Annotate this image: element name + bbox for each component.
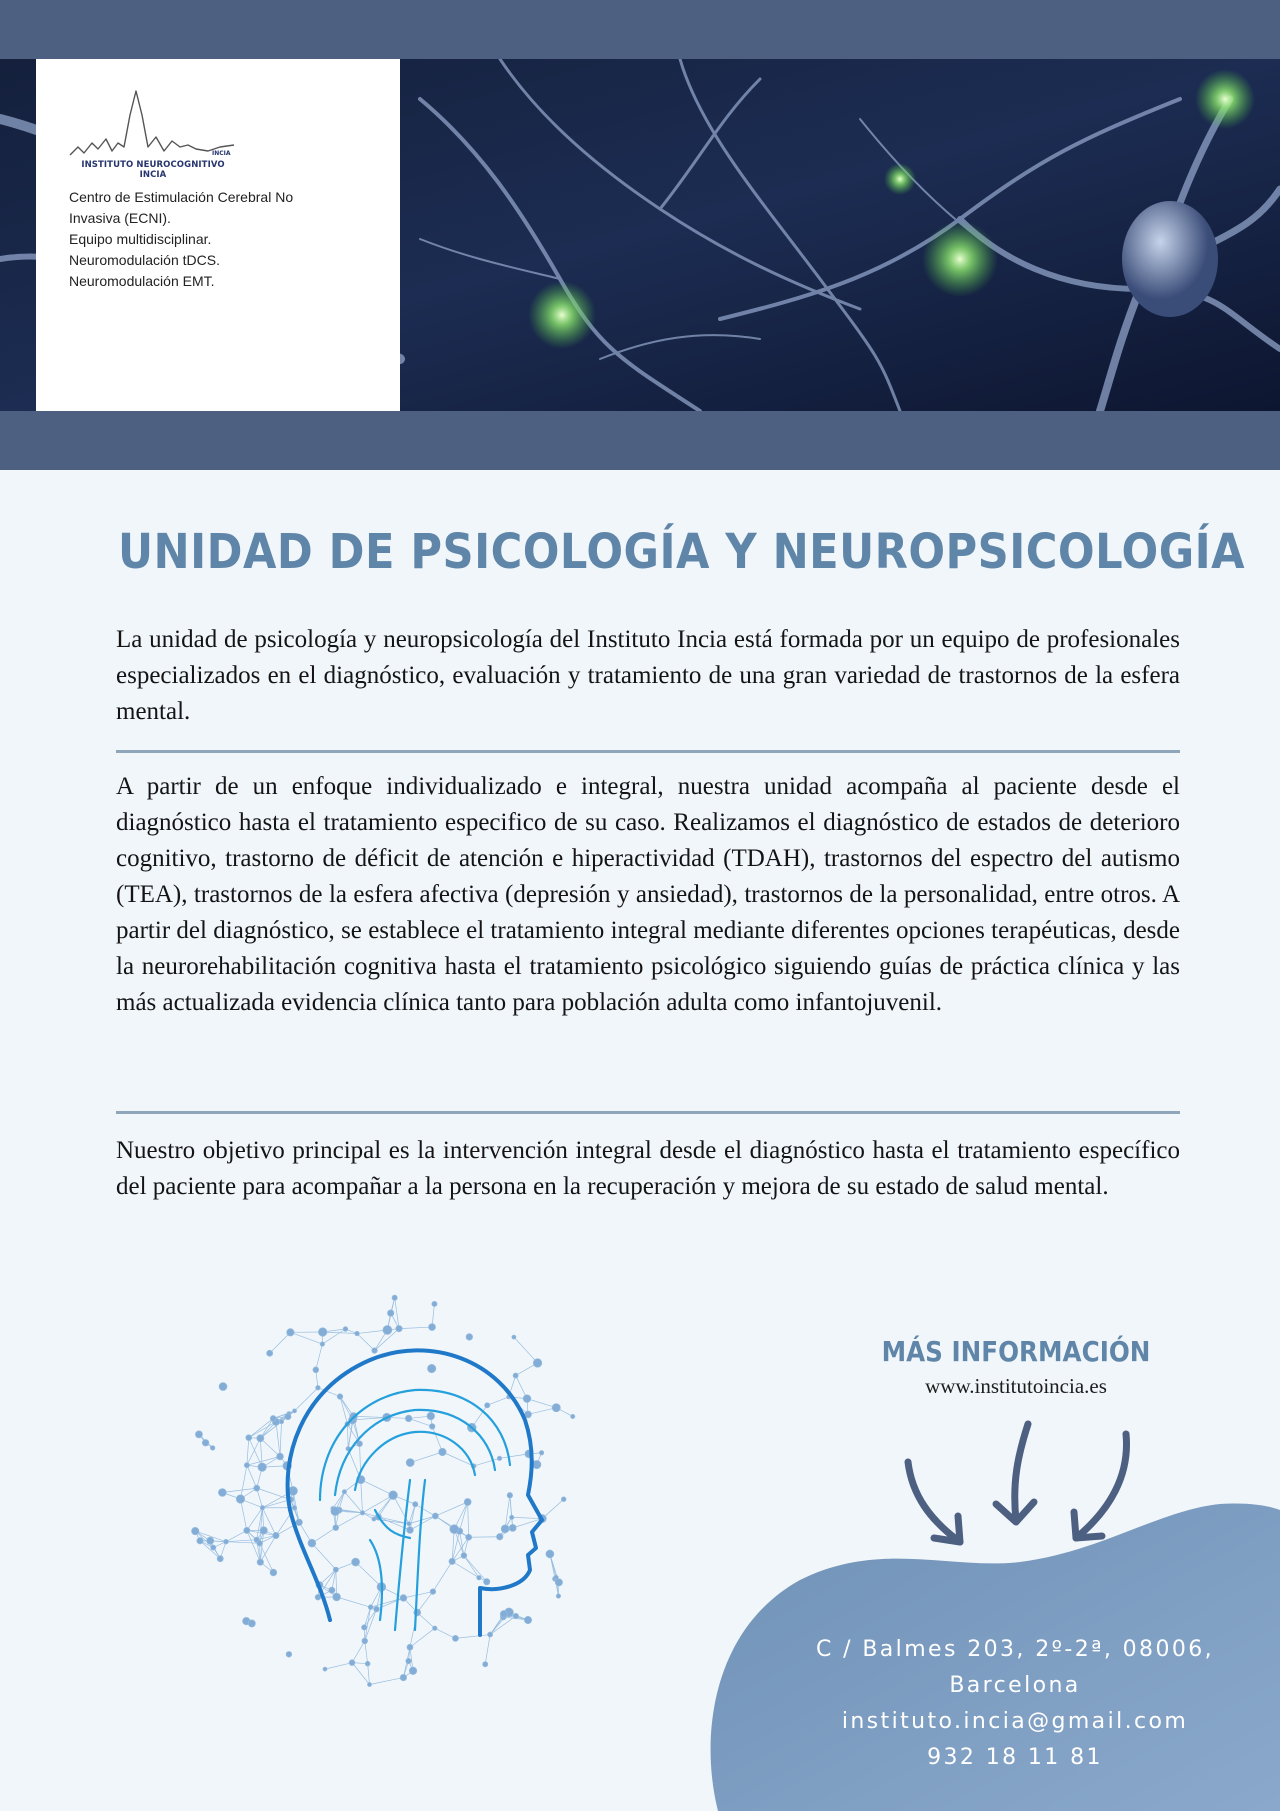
- phone-number[interactable]: 932 18 11 81: [927, 1745, 1103, 1770]
- brain-network-illustration: [180, 1280, 600, 1700]
- contact-details: [790, 1632, 1240, 1776]
- card-line: Centro de Estimulación Cerebral No: [69, 189, 294, 205]
- divider: [116, 750, 1180, 753]
- card-line: Equipo multidisciplinar.: [69, 231, 212, 247]
- divider: [116, 1111, 1180, 1114]
- arrows-decoration: [890, 1420, 1140, 1550]
- brain-head-icon: [180, 1280, 600, 1700]
- address-city: Barcelona: [949, 1673, 1081, 1698]
- email-link[interactable]: instituto.incia@gmail.com: [841, 1709, 1189, 1734]
- intro-paragraph: La unidad de psicología y neuropsicología del Instituto Incia está formada por un equipo de profesionales especializados en el diagnóstico, evaluación y tratamiento de una gran variedad de trastornos de la esfera mental.: [116, 626, 1180, 725]
- website-link[interactable]: www.institutoincia.es: [925, 1374, 1107, 1398]
- logo-small-label: INCIA: [212, 150, 231, 157]
- approach-paragraph: A partir de un enfoque individualizado e integral, nuestra unidad acompaña al paciente desde el diagnóstico hasta el tratamiento especifico de su caso. Realizamos el diagnóstico de estados de deterioro cognitivo, trastorno de déficit de atención e hiperactividad (TDAH), trastornos del espectro del autismo (TEA), trastornos de la esfera afectiva (depresión y ansiedad), trastornos de la personalidad, entre otros. A partir del diagnóstico, se establece el tratamiento integral mediante diferentes opciones terapéuticas, desde la neurorehabilitación cognitiva hasta el tratamiento psicológico siguiendo guías de práctica clínica y las más actualizada evidencia clínica tanto para población adulta como infantojuvenil.: [116, 773, 1180, 1016]
- incia-logo: [68, 85, 238, 180]
- arrow-down-left-icon: [908, 1462, 960, 1542]
- card-line: Neuromodulación tDCS.: [69, 252, 220, 268]
- center-info-card: [36, 59, 400, 411]
- logo-name: INSTITUTO NEUROCOGNITIVO INCIA: [81, 160, 225, 180]
- card-line: Invasiva (ECNI).: [69, 210, 171, 226]
- address-line: C / Balmes 203, 2º-2ª, 08006,: [815, 1637, 1215, 1662]
- page-title: UNIDAD DE PSICOLOGÍA Y NEUROPSICOLOGÍA: [118, 524, 1246, 580]
- objective-paragraph: Nuestro objetivo principal es la intervención integral desde el diagnóstico hasta el tratamiento específico del paciente para acompañar a la persona en la recuperación y mejora de su estado de salud mental.: [116, 1137, 1180, 1200]
- arrow-down-icon: [996, 1424, 1034, 1522]
- more-info-heading: MÁS INFORMACIÓN: [881, 1335, 1151, 1368]
- arrow-down-right-icon: [1074, 1434, 1127, 1538]
- card-line: Neuromodulación EMT.: [69, 273, 215, 289]
- card-text: [69, 187, 379, 292]
